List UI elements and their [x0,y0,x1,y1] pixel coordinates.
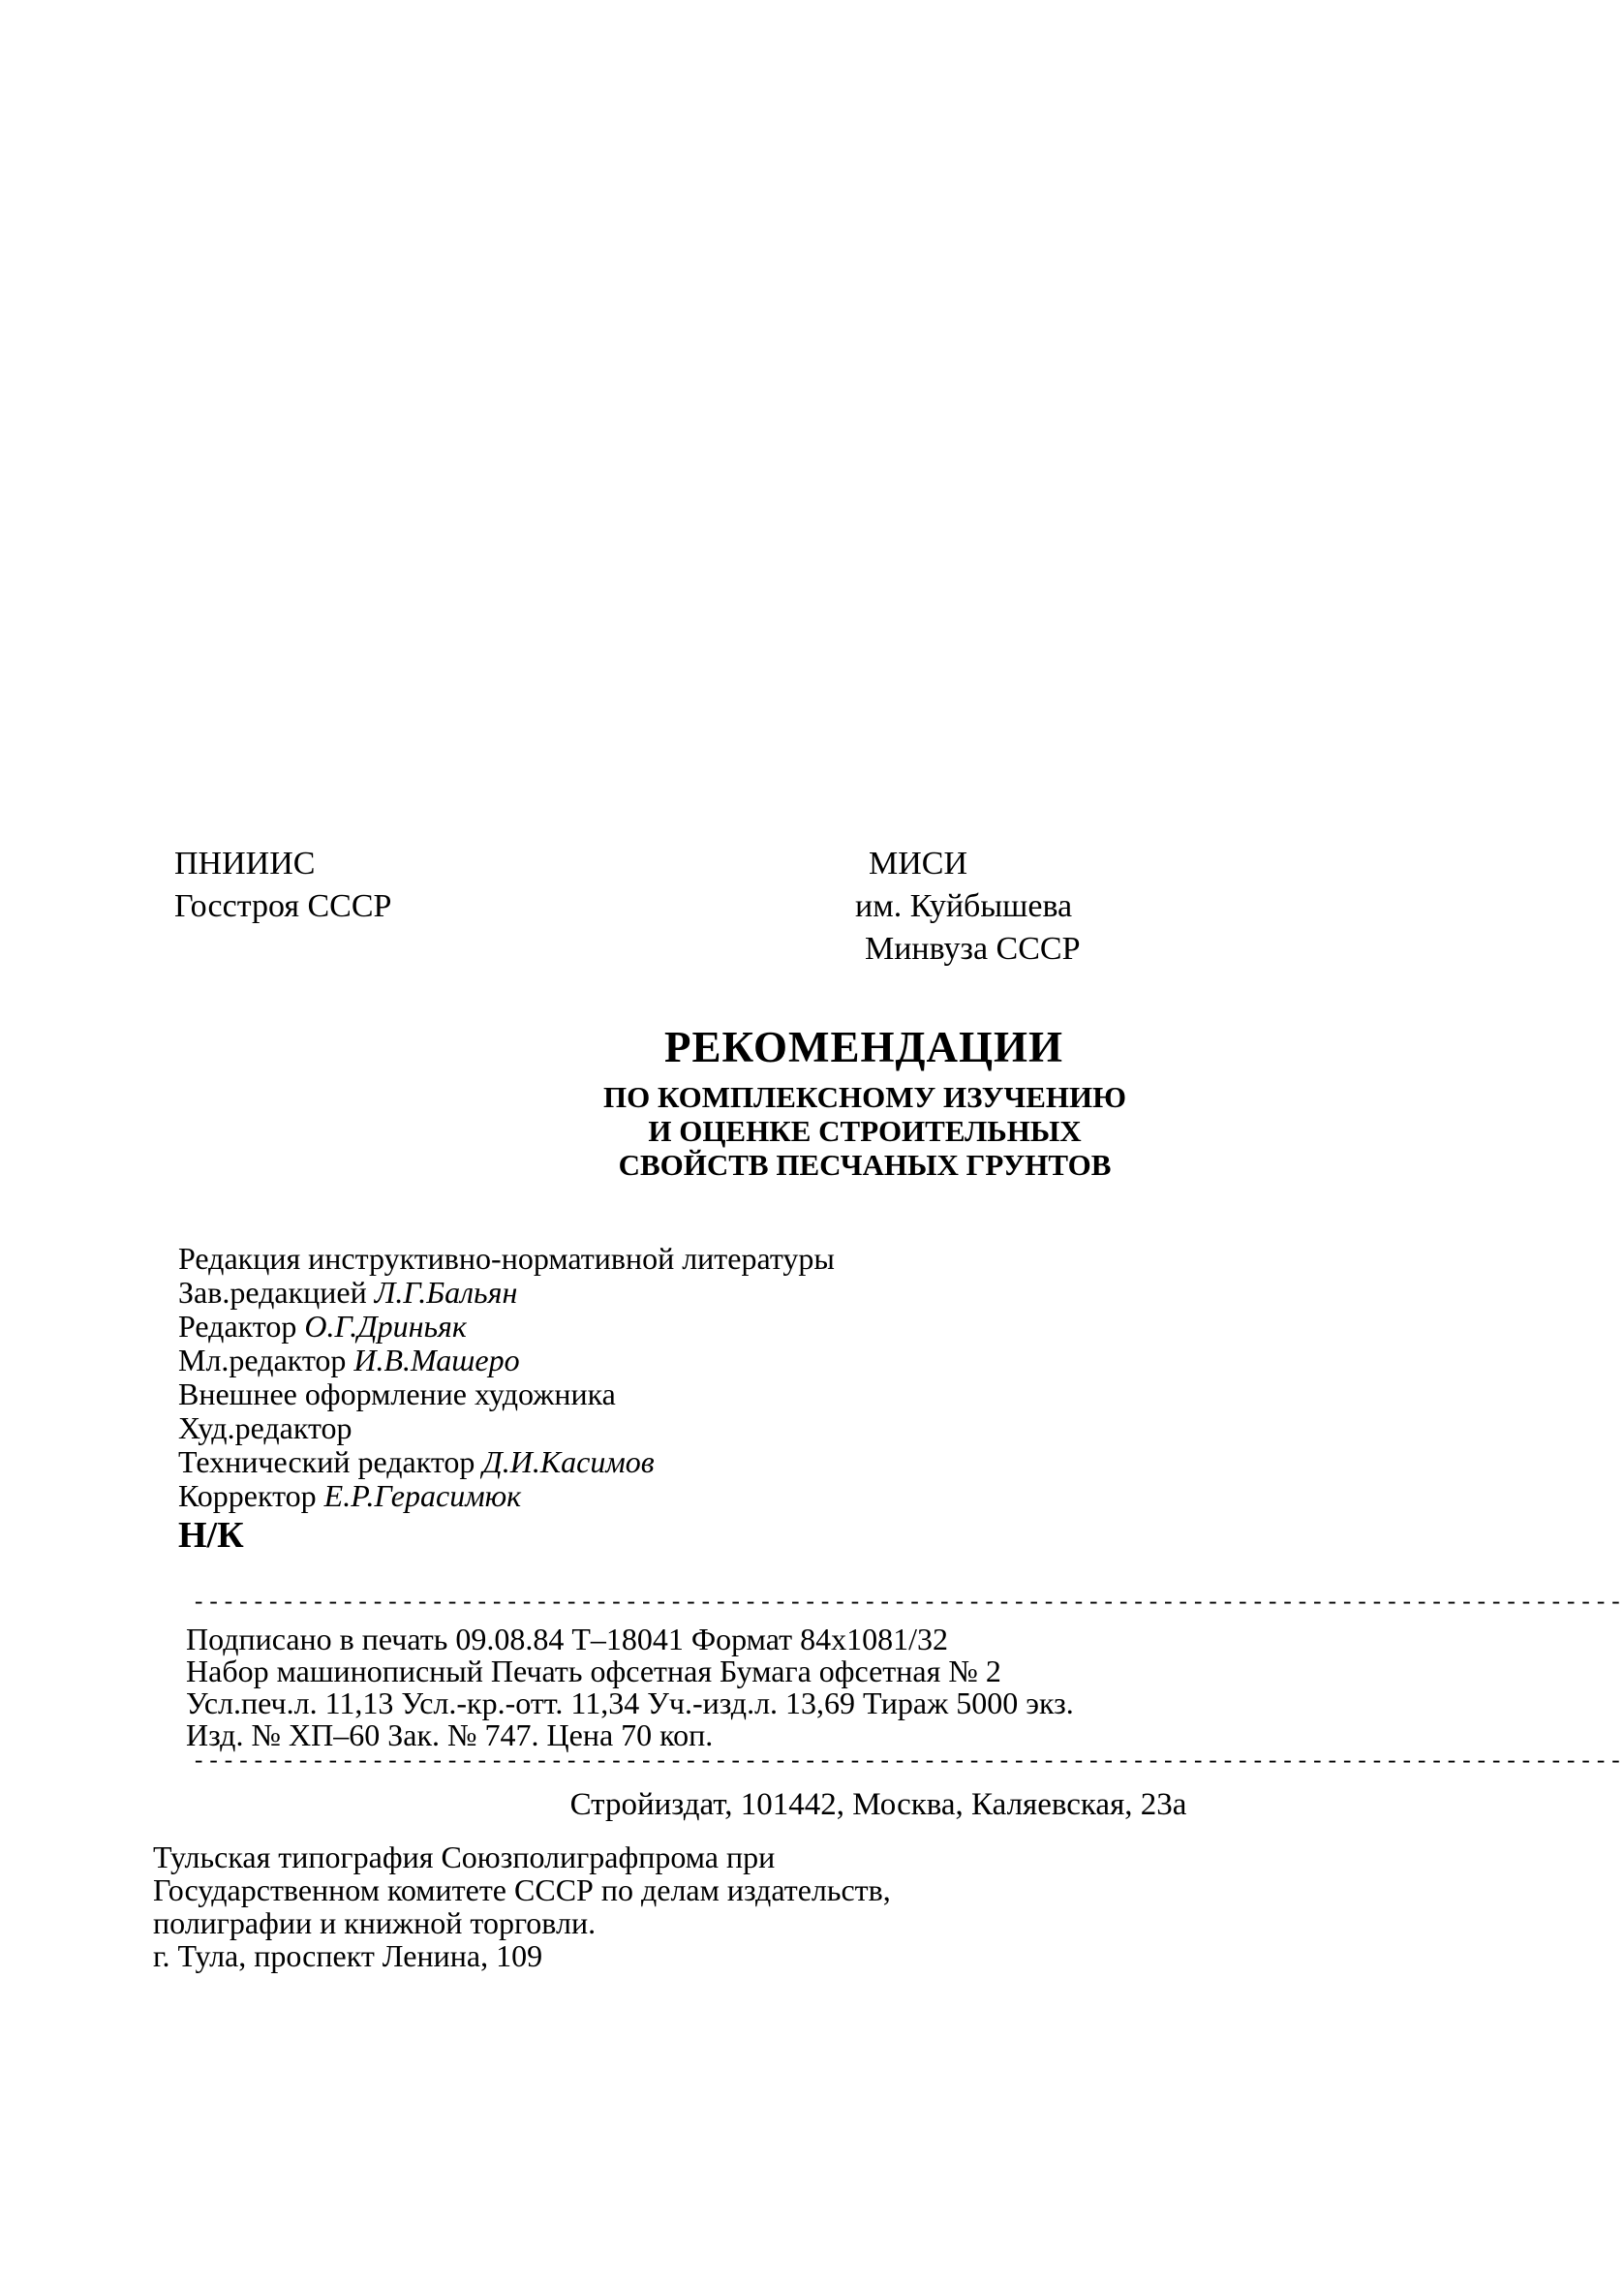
credit-technical-editor [178,1445,835,1479]
org-right-parent: Минвуза СССР [865,931,1081,967]
printer-line: Тульская типография Союзполиграфпрома при [153,1840,776,1874]
dashed-divider: ------------------------------------------------------------------------------------------------ [192,1749,1624,1776]
credit-name: Е.Р.Герасимюк [323,1478,522,1513]
credit-name: Л.Г.Бальян [374,1275,518,1310]
imprint-line: Изд. № ХП–60 Зак. № 747. Цена 70 коп. [186,1717,714,1752]
org-left-parent: Госстроя СССР [174,888,392,924]
dashed-divider: ------------------------------------------------------------------------------------------------ [192,1591,1624,1617]
document-title: РЕКОМЕНДАЦИИ [664,1023,1063,1071]
subtitle-line: И ОЦЕНКЕ СТРОИТЕЛЬНЫХ [648,1114,1082,1148]
printer-line: полиграфии и книжной торговли. [153,1905,597,1940]
publisher-line [0,1787,1487,1823]
credit-cover-design: Внешнее оформление художника [178,1376,616,1411]
credit-role: Корректор [178,1478,324,1513]
publisher-address: Стройиздат, 101442, Москва, Каляевская, 23а [569,1787,1187,1822]
organization-right [855,843,1080,971]
imprint-line: Усл.печ.л. 11,13 Усл.-кр.-отт. 11,34 Уч.-изд.л. 13,69 Тираж 5000 экз. [186,1685,1074,1720]
credit-corrector [178,1479,835,1513]
credit-junior-editor [178,1344,835,1377]
org-left-name: ПНИИИС [174,846,316,881]
credit-name: Д.И.Касимов [482,1444,655,1479]
credit-role: Редактор [178,1309,305,1344]
credit-role: Зав.редакцией [178,1275,375,1310]
org-right-name: МИСИ [869,846,968,881]
printer-block [153,1840,891,1972]
printer-line: Государственном комитете СССР по делам издательств, [153,1872,891,1907]
title-block [0,1022,1487,1182]
credit-art-editor: Худ.редактор [178,1410,352,1445]
editorial-credits [178,1241,835,1556]
printer-line: г. Тула, проспект Ленина, 109 [153,1938,543,1973]
imprint-line: Подписано в печать 09.08.84 Т–18041 Формат 84x1081/32 [186,1622,948,1656]
org-right-named-after: им. Куйбышева [855,888,1073,924]
document-subtitle [242,1080,1487,1182]
credit-name: И.В.Машеро [353,1343,520,1377]
imprint-block [186,1623,1074,1751]
imprint-line: Набор машинописный Печать офсетная Бумага офсетная № 2 [186,1654,1001,1688]
credit-head-editor [178,1276,835,1310]
editorial-office: Редакция инструктивно-нормативной литературы [178,1241,835,1276]
subtitle-line: СВОЙСТВ ПЕСЧАНЫХ ГРУНТОВ [618,1148,1112,1182]
credit-role: Мл.редактор [178,1343,354,1377]
credit-role: Технический редактор [178,1444,483,1479]
nk-mark: Н/К [178,1515,244,1556]
credit-name: О.Г.Дриньяк [304,1309,467,1344]
subtitle-line: ПО КОМПЛЕКСНОМУ ИЗУЧЕНИЮ [602,1080,1127,1114]
credit-editor [178,1310,835,1344]
organization-left [174,843,391,928]
